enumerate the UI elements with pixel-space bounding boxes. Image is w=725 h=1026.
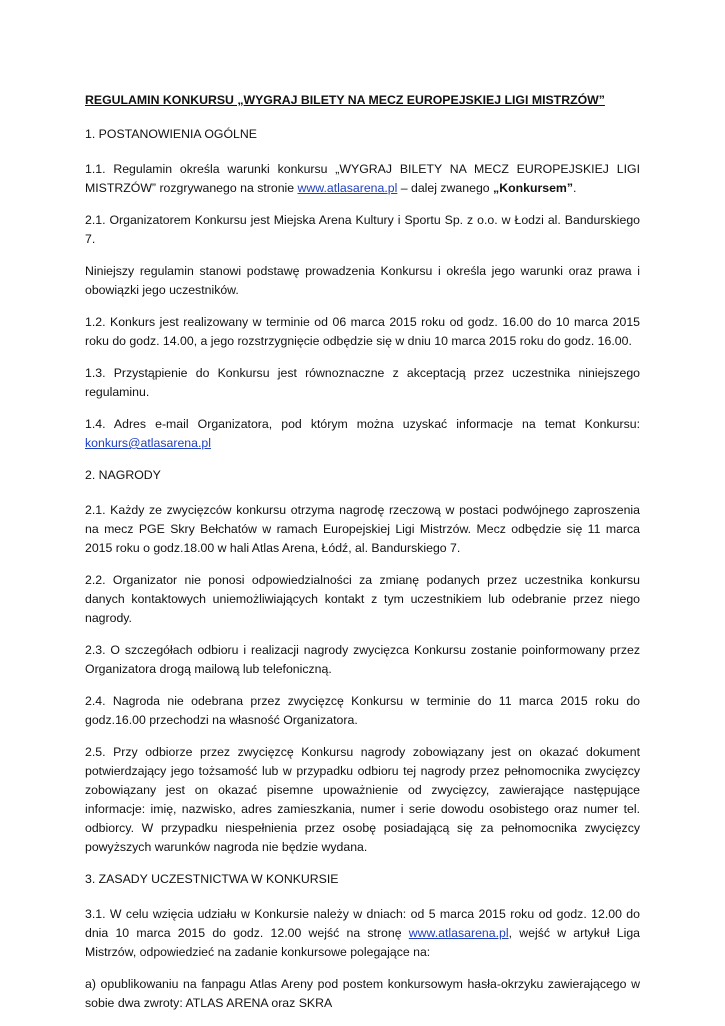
paragraph-2-2: 2.2. Organizator nie ponosi odpowiedzialności za zmianę podanych przez uczestnika konkursu danych kontaktowych uniemożliwiających kontakt z tym uczestnikiem lub odebranie przez niego nagrody. [85,573,640,625]
paragraph-3-1-text: 3.1. W celu wzięcia udziału w Konkursie należy w dniach: od 5 marca 2015 roku od godz. 12.00 do dnia 10 marca 2015 do godz. 12.00 wejść na stronę [85,907,640,940]
konkurs-term: „Konkursem” [493,181,573,195]
paragraph-2-3: 2.3. O szczegółach odbioru i realizacji nagrody zwycięzca Konkursu zostanie poinformowany przez Organizatora drogą mailową lub telefoniczną. [85,643,640,676]
paragraph-1-1-end: . [573,181,577,195]
document-title: REGULAMIN KONKURSU „WYGRAJ BILETY NA MECZ EUROPEJSKIEJ LIGI MISTRZÓW” [85,93,605,107]
website-link-2[interactable]: www.atlasarena.pl [408,926,509,940]
section-2-heading: 2. NAGRODY [85,468,161,482]
website-link[interactable]: www.atlasarena.pl [297,181,398,195]
section-1-heading: 1. POSTANOWIENIA OGÓLNE [85,127,257,141]
paragraph-1-4-text: 1.4. Adres e-mail Organizatora, pod którym można uzyskać informacje na temat Konkursu: [85,417,640,431]
paragraph-3-1 [85,905,640,962]
email-link[interactable]: konkurs@atlasarena.pl [85,436,211,450]
document-page [85,91,640,1026]
paragraph-2-1: 2.1. Każdy ze zwycięzców konkursu otrzyma nagrodę rzeczową w postaci podwójnego zaproszenia na mecz PGE Skry Bełchatów w ramach Europejskiej Ligi Mistrzów. Mecz odbędzie się 11 marca 2015 roku o godz.18.00 w hali Atlas Arena, Łódź, al. Bandurskiego 7. [85,503,640,555]
paragraph-2-4: 2.4. Nagroda nie odebrana przez zwycięzcę Konkursu w terminie do 11 marca 2015 roku do godz.16.00 przechodzi na własność Organizatora. [85,694,640,727]
paragraph-1-4 [85,415,640,453]
paragraph-1-1-text: 1.1. Regulamin określa warunki konkursu „WYGRAJ BILETY NA MECZ EUROPEJSKIEJ LIGI MISTRZÓW” rozgrywanego na stronie [85,162,640,195]
paragraph-3-a: a) opublikowaniu na fanpagu Atlas Areny pod postem konkursowym hasła-okrzyku zawierającego w sobie dwa zwroty: ATLAS ARENA oraz SKRA [85,977,640,1010]
paragraph-1-3: 1.3. Przystąpienie do Konkursu jest równoznaczne z akceptacją przez uczestnika niniejszego regulaminu. [85,366,640,399]
paragraph-3-1-end: , wejść w artykuł Liga Mistrzów, odpowiedzieć na zadanie konkursowe polegające na: [85,926,640,959]
paragraph-1-2: 1.2. Konkurs jest realizowany w terminie od 06 marca 2015 roku od godz. 16.00 do 10 marca 2015 roku do godz. 14.00, a jego rozstrzygnięcie odbędzie się w dniu 10 marca 2015 roku do godz. 16.00. [85,315,640,348]
paragraph-1-1-middle: – dalej zwanego [397,181,494,195]
paragraph-1-1 [85,160,640,198]
section-3-heading: 3. ZASADY UCZESTNICTWA W KONKURSIE [85,872,339,886]
paragraph-2-5: 2.5. Przy odbiorze przez zwycięzcę Konkursu nagrody zobowiązany jest on okazać dokument potwierdzający jego tożsamość lub w przypadku odbioru tej nagrody przez pełnomocnika zwycięzcy zobowiązany jest on okazać pisemne upoważnienie od zwycięzcy, zawierające następujące informacje: imię, nazwisko, adres zamieszkania, numer i serie dowodu osobistego oraz numer tel. odbiorcy. W przypadku niespełnienia przez osobę posiadającą się za pełnomocnika zwycięzcy powyższych warunków nagroda nie będzie wydana. [85,745,640,854]
paragraph-2-1-organizer: 2.1. Organizatorem Konkursu jest Miejska Arena Kultury i Sportu Sp. z o.o. w Łodzi al. Bandurskiego 7. [85,213,640,246]
paragraph-intro: Niniejszy regulamin stanowi podstawę prowadzenia Konkursu i określa jego warunki oraz prawa i obowiązki jego uczestników. [85,264,640,297]
